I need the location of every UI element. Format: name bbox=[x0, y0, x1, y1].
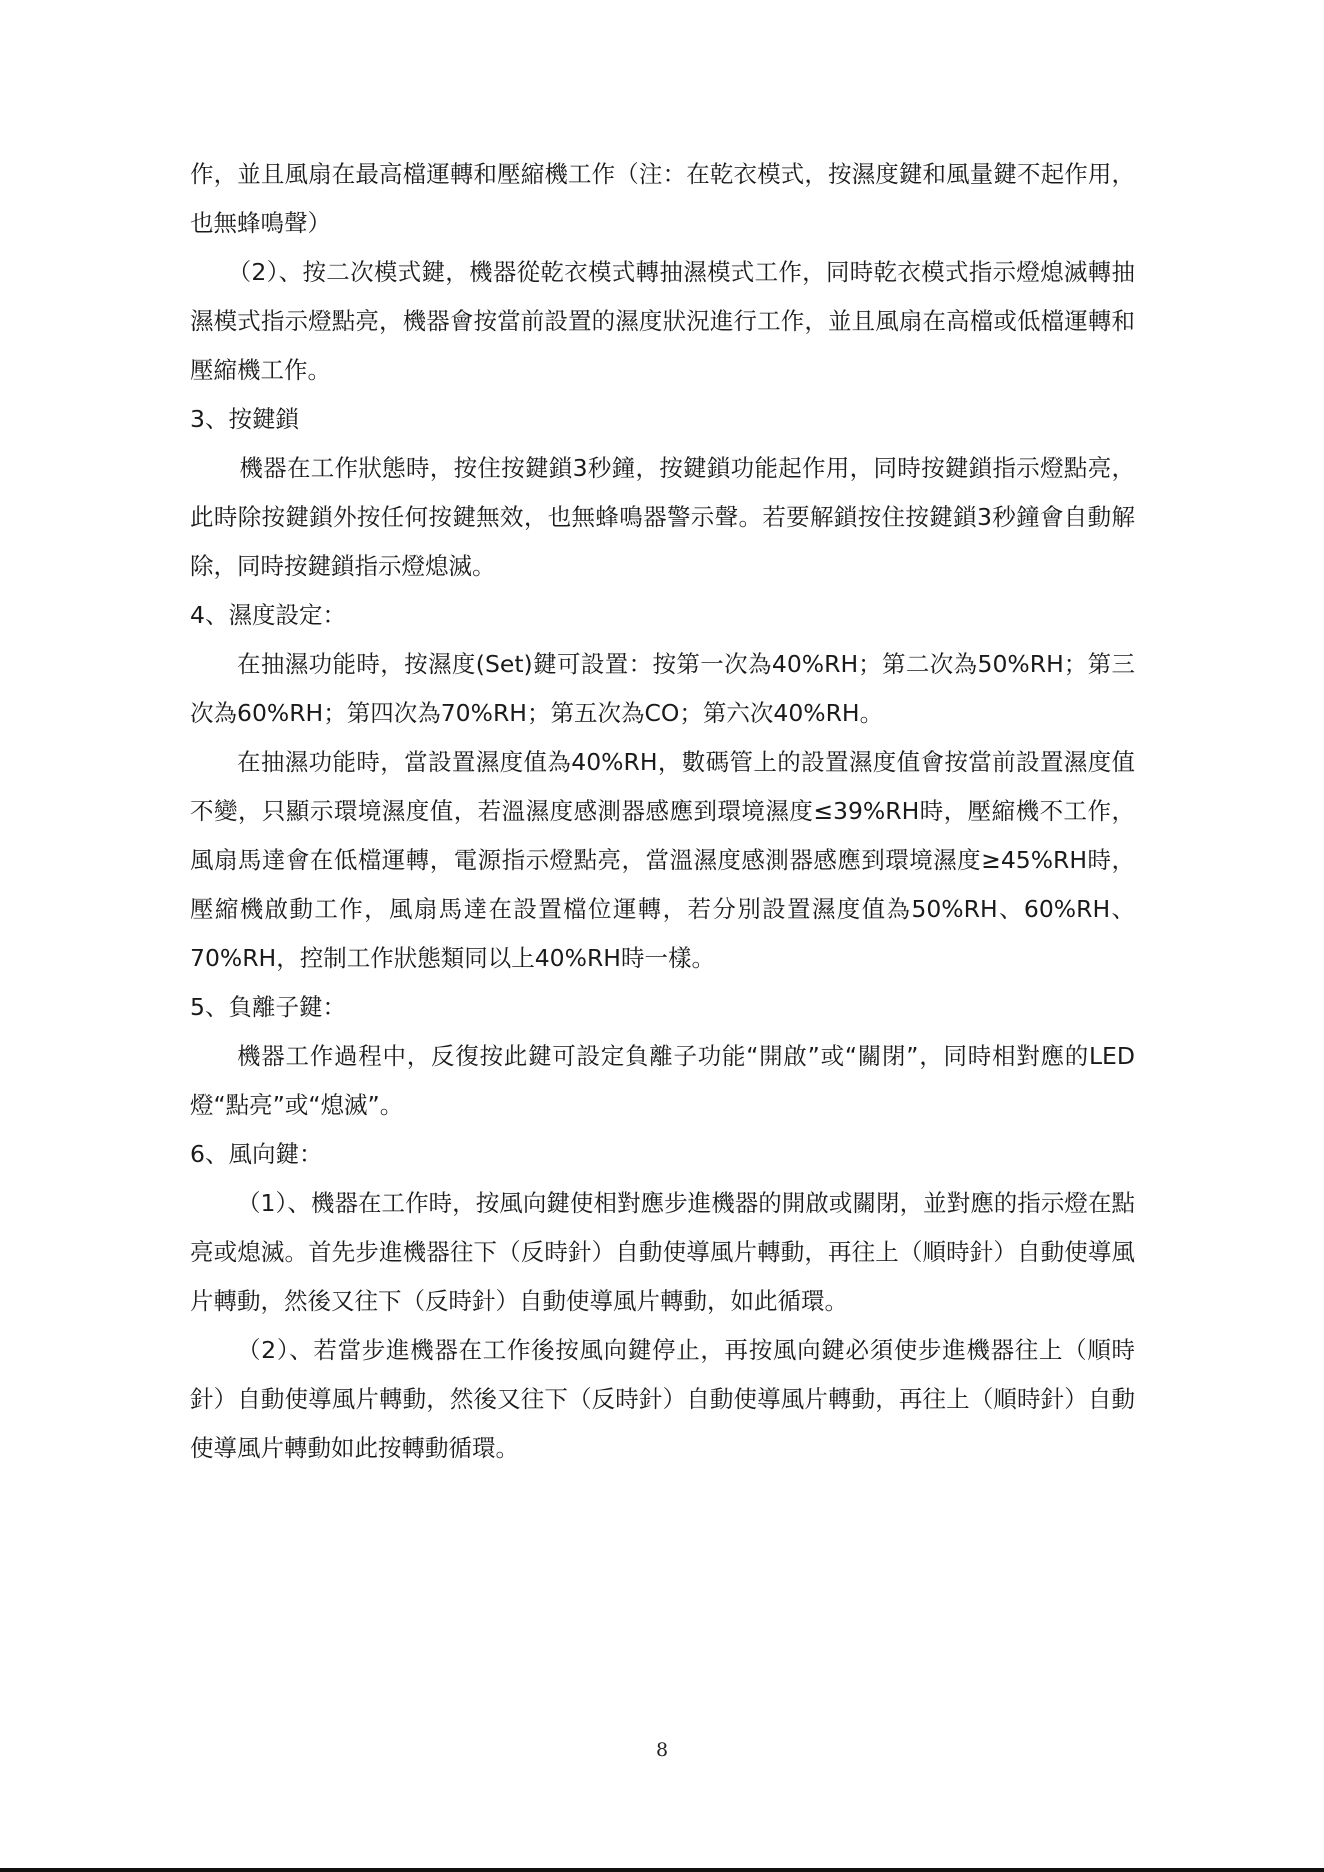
paragraph-humidity-set: 在抽濕功能時，按濕度(Set)鍵可設置：按第一次為40%RH；第二次為50%RH；第三次為60%RH；第四次為70%RH；第五次為CO；第六次40%RH。 bbox=[190, 650, 1135, 727]
section-heading-wind-direction: 6、風向鍵： bbox=[190, 1140, 323, 1168]
section-heading-ion: 5、負離子鍵： bbox=[190, 993, 346, 1021]
page-number: 8 bbox=[655, 1739, 669, 1761]
paragraph-humidity-control: 在抽濕功能時，當設置濕度值為40%RH，數碼管上的設置濕度值會按當前設置濕度值不變，只顯示環境濕度值，若溫濕度感測器感應到環境濕度≤39%RH時，壓縮機不工作，風扇馬達會在低檔運轉，電源指示燈點亮，當溫濕度感測器感應到環境濕度≥45%RH時，壓縮機啟動工作，風扇馬達在設置檔位運轉，若分別設置濕度值為50%RH、60%RH、70%RH，控制工作狀態類同以上40%RH時一樣。 bbox=[190, 748, 1135, 972]
paragraph-wind-direction-1: （1）、機器在工作時，按風向鍵使相對應步進機器的開啟或關閉，並對應的指示燈在點亮或熄滅。首先步進機器往下（反時針）自動使導風片轉動，再往上（順時針）自動使導風片轉動，然後又往下（反時針）自動使導風片轉動，如此循環。 bbox=[190, 1189, 1135, 1315]
paragraph-ion: 機器工作過程中，反復按此鍵可設定負離子功能“開啟”或“關閉”，同時相對應的LED燈“點亮”或“熄滅”。 bbox=[190, 1042, 1135, 1119]
bottom-edge-line bbox=[0, 1868, 1324, 1872]
page-body bbox=[190, 150, 1135, 1473]
paragraph-mode-switch: （2）、按二次模式鍵，機器從乾衣模式轉抽濕模式工作，同時乾衣模式指示燈熄滅轉抽濕模式指示燈點亮，機器會按當前設置的濕度狀況進行工作，並且風扇在高檔或低檔運轉和壓縮機工作。 bbox=[190, 258, 1135, 384]
section-heading-humidity: 4、濕度設定： bbox=[190, 601, 346, 629]
section-heading-key-lock: 3、按鍵鎖 bbox=[190, 405, 299, 433]
paragraph-key-lock: 機器在工作狀態時，按住按鍵鎖3秒鐘，按鍵鎖功能起作用，同時按鍵鎖指示燈點亮，此時除按鍵鎖外按任何按鍵無效，也無蜂鳴器警示聲。若要解鎖按住按鍵鎖3秒鐘會自動解除，同時按鍵鎖指示燈熄滅。 bbox=[190, 454, 1135, 580]
paragraph-continuation: 作，並且風扇在最高檔運轉和壓縮機工作（注：在乾衣模式，按濕度鍵和風量鍵不起作用，也無蜂鳴聲） bbox=[190, 160, 1135, 237]
paragraph-wind-direction-2: （2）、若當步進機器在工作後按風向鍵停止，再按風向鍵必須使步進機器往上（順時針）自動使導風片轉動，然後又往下（反時針）自動使導風片轉動，再往上（順時針）自動使導風片轉動如此按轉動循環。 bbox=[190, 1336, 1135, 1462]
